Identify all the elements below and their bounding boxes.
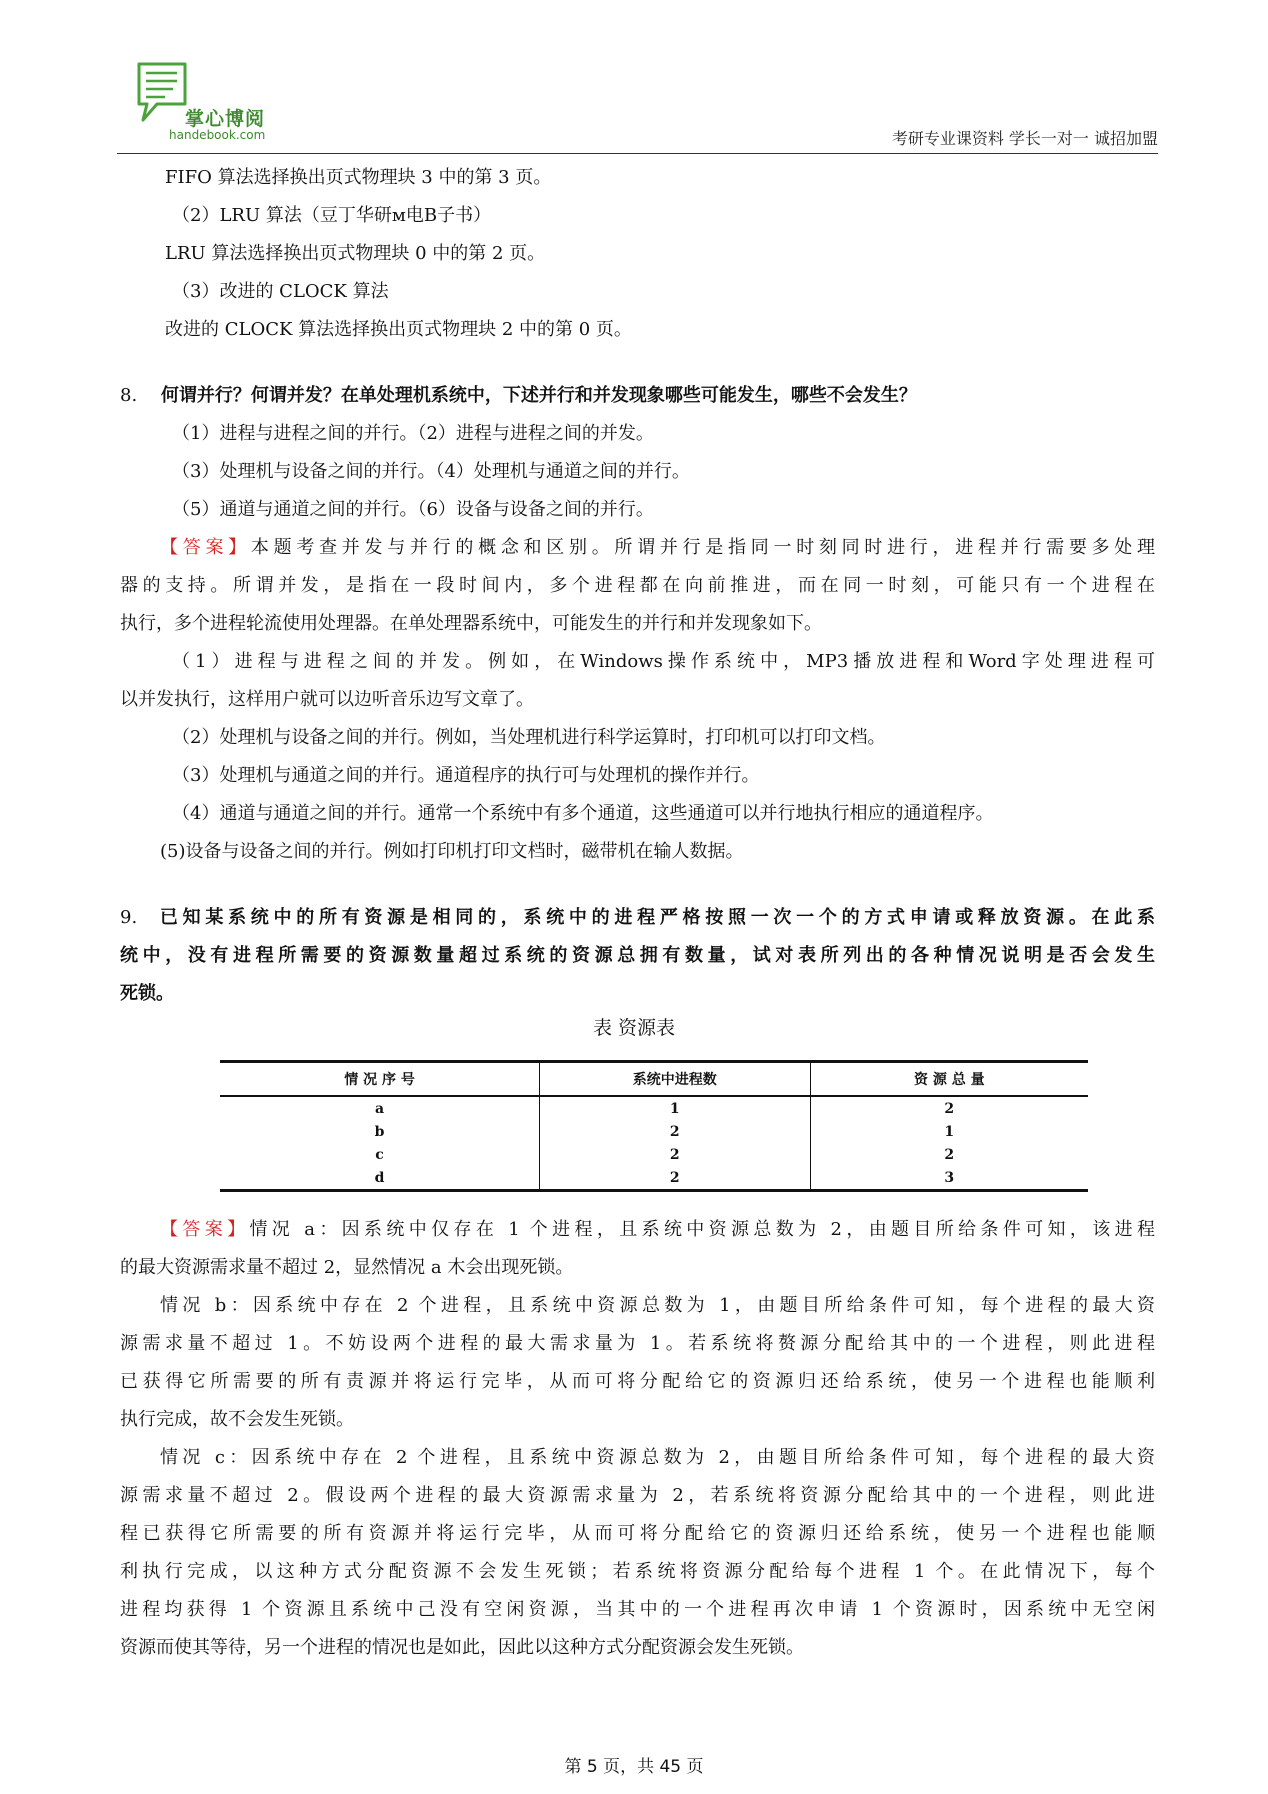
table-cell: 1 bbox=[810, 1120, 1088, 1143]
table-cell: d bbox=[220, 1166, 540, 1191]
logo-chinese-name: 掌心博阅 bbox=[185, 108, 266, 130]
table-row bbox=[220, 1143, 1088, 1166]
column-header: 情 况 序 号 bbox=[220, 1062, 540, 1097]
answer-line: （2）处理机与设备之间的并行。例如，当处理机进行科学运算时，打印机可以打印文档。 bbox=[172, 727, 886, 748]
table-cell: 2 bbox=[810, 1143, 1088, 1166]
answer-tag: 【答案】 bbox=[160, 537, 251, 558]
question-text: 统中，没有进程所需要的资源数量超过系统的资源总拥有数量，试对表所列出的各种情况说明是否会发生 bbox=[120, 945, 1155, 966]
table-cell: 1 bbox=[540, 1096, 811, 1120]
text-line: （3）改进的 CLOCK 算法 bbox=[172, 281, 389, 302]
table-cell: 3 bbox=[810, 1166, 1088, 1191]
table-cell: a bbox=[374, 1100, 385, 1117]
answer-line: 进程均获得 1 个资源且系统中己没有空闲资源，当其中的一个进程再次申请 1 个资源时，因系统中无空闲 bbox=[120, 1599, 1155, 1620]
table-row bbox=[220, 1096, 1088, 1120]
question-text: 何谓并行？何谓并发？在单处理机系统中，下述并行和并发现象哪些可能发生，哪些不会发生？ bbox=[160, 385, 917, 406]
answer-line: 执行完成，故不会发生死锁。 bbox=[120, 1409, 354, 1430]
question-text: 已知某系统中的所有资源是相同的，系统中的进程严格按照一次一个的方式申请或释放资源。在此系 bbox=[155, 907, 1155, 928]
text-line: （2）LRU 算法（豆丁华研ᴍ电B子书） bbox=[172, 205, 492, 226]
table-cell: 2 bbox=[540, 1143, 811, 1166]
answer-line: 执行，多个进程轮流使用处理器。在单处理器系统中，可能发生的并行和并发现象如下。 bbox=[120, 613, 822, 634]
answer-line: （4）通道与通道之间的并行。通常一个系统中有多个通道，这些通道可以并行地执行相应的通道程序。 bbox=[172, 803, 994, 824]
table-row bbox=[220, 1120, 1088, 1143]
answer-line: 源需求量不超过 2。假设两个进程的最大资源需求量为 2，若系统将资源分配给其中的一个进程，则此进 bbox=[120, 1485, 1155, 1506]
text-line: FIFO 算法选择换出页式物理块 3 中的第 3 页。 bbox=[165, 167, 552, 188]
option-line: （3）处理机与设备之间的并行。（4）处理机与通道之间的并行。 bbox=[172, 461, 690, 482]
answer-line bbox=[160, 1212, 1155, 1248]
table-caption: 表 资源表 bbox=[592, 1017, 676, 1039]
page-number: 第 5 页，共 45 页 bbox=[564, 1757, 704, 1777]
answer-line: 以并发执行，这样用户就可以边听音乐边写文章了。 bbox=[120, 689, 534, 710]
answer-line: （1）进程与进程之间的并发。例如，在Windows操作系统中，MP3播放进程和Word字处理进程可 bbox=[172, 651, 1155, 672]
answer-line: 源需求量不超过 1。不妨设两个进程的最大需求量为 1。若系统将赘源分配给其中的一个进程，则此进程 bbox=[120, 1333, 1155, 1354]
question-9 bbox=[120, 900, 1155, 936]
table-cell: b bbox=[374, 1123, 385, 1140]
answer-line: 资源而使其等待，另一个进程的情况也是如此，因此以这种方式分配资源会发生死锁。 bbox=[120, 1637, 804, 1658]
answer-line: 情况 b：因系统中存在 2 个进程，且系统中资源总数为 1，由题目所给条件可知，每个进程的最大资 bbox=[160, 1295, 1155, 1316]
logo-domain: handebook.com bbox=[169, 128, 266, 142]
text-line: 改进的 CLOCK 算法选择换出页式物理块 2 中的第 0 页。 bbox=[165, 319, 632, 340]
table-cell: 2 bbox=[540, 1166, 811, 1191]
column-header: 系统中进程数 bbox=[540, 1062, 811, 1097]
answer-line: 器的支持。所谓并发，是指在一段时间内，多个进程都在向前推进，而在同一时刻，可能只有一个进程在 bbox=[120, 575, 1155, 596]
option-line: （1）进程与进程之间的并行。（2）进程与进程之间的并发。 bbox=[172, 423, 654, 444]
answer-line: 利执行完成，以这种方式分配资源不会发生死锁；若系统将资源分配给每个进程 1 个。在此情况下，每个 bbox=[120, 1561, 1155, 1582]
text-line: LRU 算法选择换出页式物理块 0 中的第 2 页。 bbox=[165, 243, 546, 264]
answer-line bbox=[160, 530, 1155, 566]
answer-line: 的最大资源需求量不超过 2，显然情况 a 木会出现死锁。 bbox=[120, 1257, 574, 1278]
logo-speech-bubble-icon bbox=[135, 60, 191, 138]
resource-table bbox=[220, 1060, 1088, 1192]
answer-tag: 【答案】 bbox=[160, 1219, 250, 1240]
question-8 bbox=[120, 378, 1155, 414]
question-number: 9. bbox=[120, 907, 138, 928]
brand-logo bbox=[135, 60, 335, 145]
answer-text: 情况 a：因系统中仅存在 1 个进程，且系统中资源总数为 2，由题目所给条件可知，该进程 bbox=[249, 1219, 1155, 1240]
question-number: 8. bbox=[120, 385, 138, 406]
answer-line: （3）处理机与通道之间的并行。通道程序的执行可与处理机的操作并行。 bbox=[172, 765, 760, 786]
answer-line: (5)设备与设备之间的并行。例如打印机打印文档时，磁带机在输人数据。 bbox=[160, 841, 744, 862]
option-line: （5）通道与通道之间的并行。（6）设备与设备之间的并行。 bbox=[172, 499, 654, 520]
answer-line: 已获得它所需要的所有责源并将运行完毕，从而可将分配给它的资源归还给系统，使另一个进程也能顺利 bbox=[120, 1371, 1155, 1392]
answer-line: 程已获得它所需要的所有资源并将运行完毕，从而可将分配给它的资源归还给系统，使另一个进程也能顺 bbox=[120, 1523, 1155, 1544]
answer-line: 情况 c：因系统中存在 2 个进程，且系统中资源总数为 2，由题目所给条件可知，每个进程的最大资 bbox=[160, 1447, 1155, 1468]
table-row bbox=[220, 1166, 1088, 1191]
column-header: 资 源 总 量 bbox=[810, 1062, 1088, 1097]
answer-text: 本题考查并发与并行的概念和区别。所谓并行是指同一时刻同时进行，进程并行需要多处理 bbox=[250, 537, 1155, 558]
table-cell: 2 bbox=[540, 1120, 811, 1143]
question-text: 死锁。 bbox=[120, 983, 174, 1004]
header-divider bbox=[117, 153, 1158, 154]
table-cell: c bbox=[375, 1146, 384, 1163]
header-tagline: 考研专业课资料 学长一对一 诚招加盟 bbox=[891, 129, 1158, 148]
table-cell: 2 bbox=[810, 1096, 1088, 1120]
table-header-row bbox=[220, 1062, 1088, 1097]
